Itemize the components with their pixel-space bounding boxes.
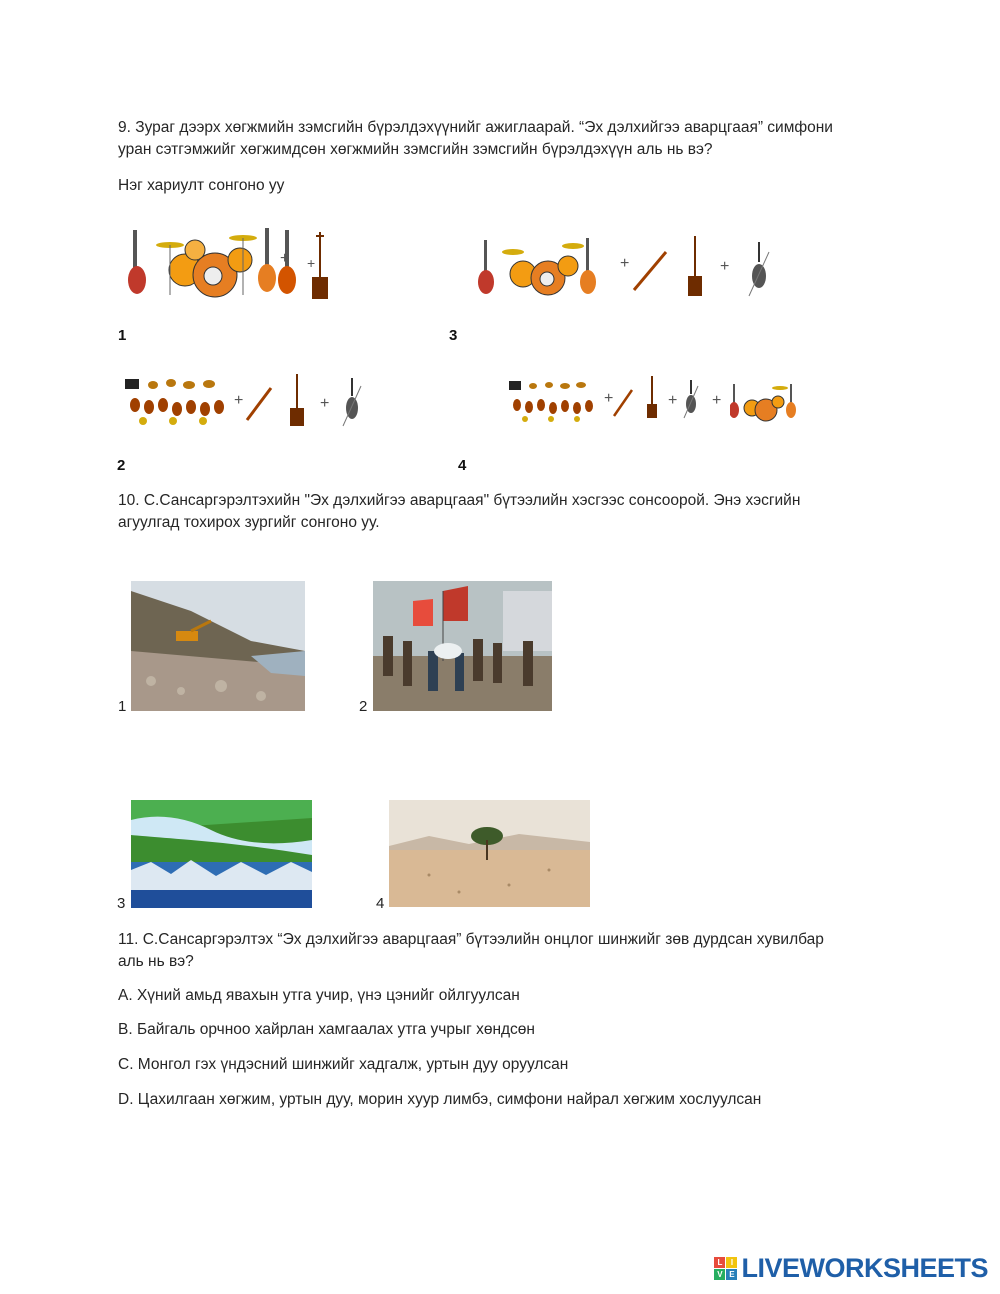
- plus-sign: +: [712, 392, 722, 409]
- plus-sign: +: [320, 395, 330, 412]
- violin-icon: [745, 242, 773, 298]
- limbe-flute-icon: [630, 248, 670, 293]
- morin-khuur-icon: [287, 374, 307, 428]
- option-2-image[interactable]: [123, 375, 226, 427]
- q11-line2: аль нь вэ?: [118, 953, 194, 970]
- q10-line2: агуулгад тохирох зургийг сонгоно уу.: [118, 514, 380, 531]
- option-4-label[interactable]: 4: [458, 457, 467, 474]
- answer-b[interactable]: B. Байгаль орчноо хайрлан хамгаалах утга учрыг хөндсөн: [118, 1021, 535, 1038]
- answer-a[interactable]: A. Хүний амьд явахын утга учир, үнэ цэнийг ойлгуулсан: [118, 987, 520, 1004]
- option-4-image[interactable]: [507, 377, 595, 425]
- picture-2-label[interactable]: 2: [359, 698, 368, 715]
- plus-sign: +: [620, 255, 630, 272]
- picture-1-mining-landscape[interactable]: [131, 581, 305, 711]
- q10-text: [118, 490, 800, 534]
- plus-sign: +: [234, 392, 244, 409]
- answer-d[interactable]: D. Цахилгаан хөгжим, уртын дуу, морин хуур лимбэ, симфони найрал хөгжим хослуулсан: [118, 1091, 762, 1108]
- q9-text: [118, 117, 833, 161]
- morin-khuur-icon: [308, 232, 332, 302]
- picture-4-label[interactable]: 4: [376, 895, 385, 912]
- picture-3-green-steppe-lake[interactable]: [131, 800, 312, 908]
- violin-icon: [682, 380, 700, 420]
- plus-sign: +: [280, 250, 290, 267]
- q11-line1: 11. С.Сансаргэрэлтэх “Эх дэлхийгээ аварцгаая” бүтээлийн онцлог шинжийг зөв дурдсан хувилбар: [118, 931, 824, 948]
- option-3-label[interactable]: 3: [449, 327, 458, 344]
- option-3-image[interactable]: [478, 232, 603, 302]
- q10-line1: 10. С.Сансаргэрэлтэхийн "Эх дэлхийгээ аварцгаая" бүтээлийн хэсгээс сонсоорой. Энэ хэсгийн: [118, 492, 801, 509]
- orchestra-instruments-icon: [507, 377, 595, 425]
- answer-c[interactable]: C. Монгол гэх үндэсний шинжийг хадгалж, уртын дуу оруулсан: [118, 1056, 569, 1073]
- picture-2-historic-crowd[interactable]: [373, 581, 552, 711]
- q11-text: [118, 929, 824, 973]
- picture-3-label[interactable]: 3: [117, 895, 126, 912]
- option-2-label[interactable]: 2: [117, 457, 126, 474]
- limbe-flute-icon: [244, 385, 274, 423]
- liveworksheets-brand: LIVEWORKSHEETS: [741, 1253, 988, 1283]
- plus-sign: +: [668, 392, 678, 409]
- orchestra-instruments-icon: [123, 375, 226, 427]
- plus-sign: +: [604, 390, 614, 407]
- q9-line1: 9. Зураг дээрх хөгжмийн зэмсгийн бүрэлдэхүүнийг ажиглаарай. “Эх дэлхийгээ аварцгаая” симфони: [118, 119, 833, 136]
- picture-4-desert-tree[interactable]: [389, 800, 590, 907]
- violin-icon: [340, 378, 364, 428]
- q9-instruction: Нэг хариулт сонгоно уу: [118, 177, 285, 194]
- liveworksheets-logo: [714, 1253, 988, 1284]
- drum-kit-icon: [478, 232, 603, 302]
- plus-sign: +: [307, 255, 316, 271]
- liveworksheets-badge-icon: L I V E: [714, 1257, 737, 1280]
- drum-kit-icon: [730, 380, 798, 424]
- morin-khuur-icon: [645, 376, 659, 420]
- limbe-flute-icon: [612, 388, 634, 418]
- q9-line2: уран сэтгэмжийг хөгжимдсөн хөгжмийн зэмсгийн зэмсгийн бүрэлдэхүүн аль нь вэ?: [118, 141, 713, 158]
- morin-khuur-icon: [684, 236, 706, 298]
- picture-1-label[interactable]: 1: [118, 698, 127, 715]
- plus-sign: +: [720, 258, 730, 275]
- option-1-label[interactable]: 1: [118, 327, 127, 344]
